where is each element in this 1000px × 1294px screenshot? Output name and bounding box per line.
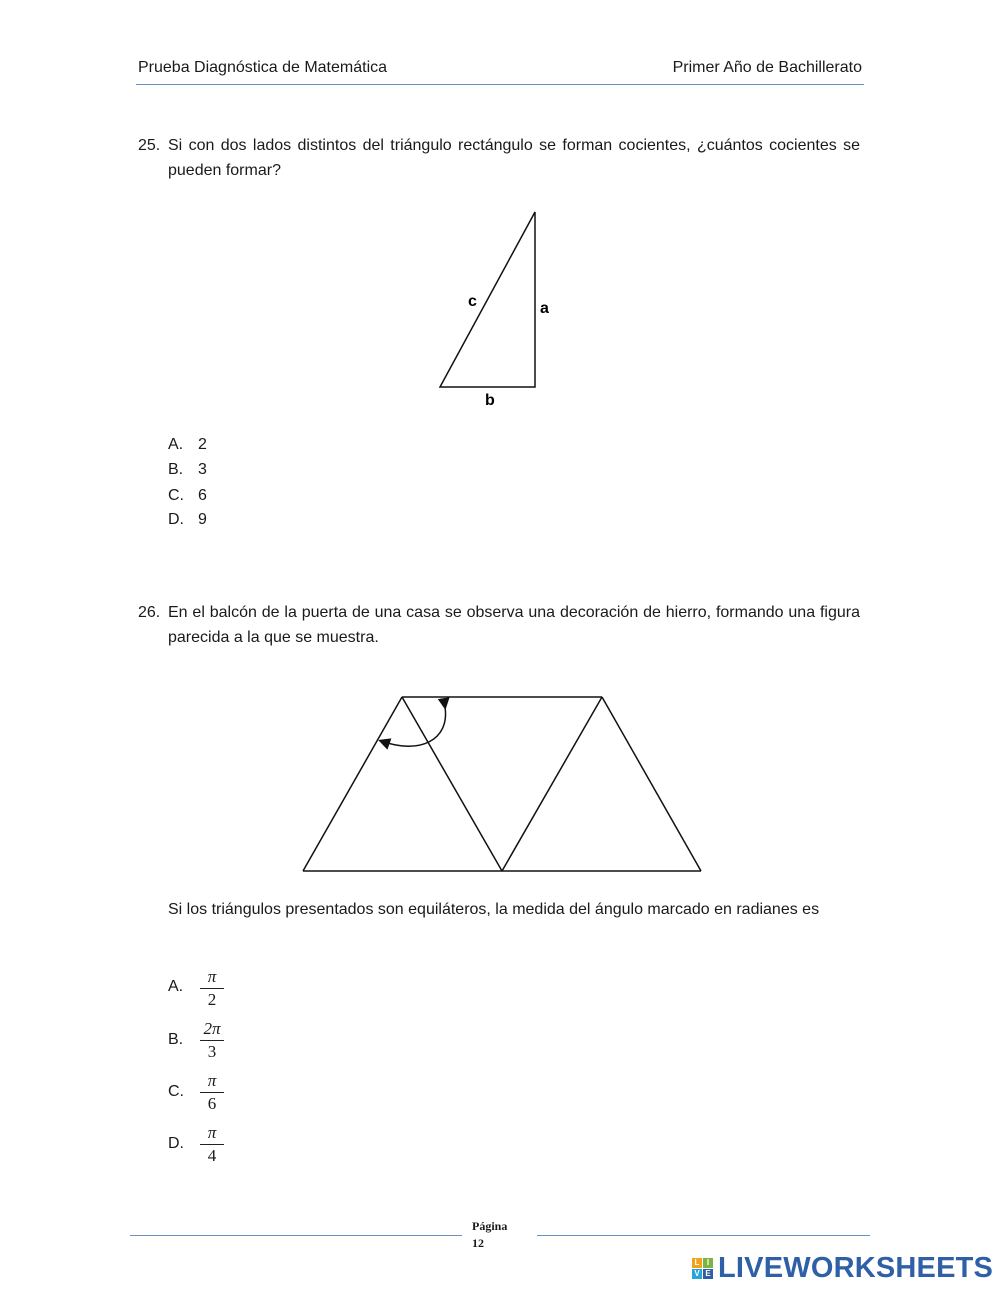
q26-fraction-b: 2π 3 [200, 1018, 224, 1063]
right-triangle [440, 212, 535, 387]
label-c: c [468, 293, 477, 310]
q26-fraction-c: π 6 [200, 1070, 224, 1115]
q26-option-c[interactable]: C. [168, 1083, 184, 1100]
q25-option-d[interactable]: D. 9 [168, 511, 207, 528]
q26-option-d[interactable]: D. [168, 1135, 184, 1152]
q26-fraction-a: π 2 [200, 966, 224, 1011]
right-triangle-figure [420, 200, 580, 415]
header-rule [136, 84, 864, 85]
q25-option-a[interactable]: A. 2 [168, 436, 207, 453]
equilateral-triangles-figure [295, 685, 710, 880]
right-edge [602, 697, 701, 871]
q26-prompt: Si los triángulos presentados son equiláteros, la medida del ángulo marcado en radianes es [168, 901, 820, 918]
q25-option-c[interactable]: C. 6 [168, 487, 207, 504]
q26-option-b[interactable]: B. [168, 1031, 184, 1048]
liveworksheets-brand[interactable]: LIVEWORKSHEETS [718, 1252, 994, 1284]
inner-edge-1 [402, 697, 502, 871]
q26-number: 26. [138, 604, 161, 621]
header-right: Primer Año de Bachillerato [672, 59, 862, 76]
q25-number: 25. [138, 137, 161, 154]
q25-text: Si con dos lados distintos del triángulo rectángulo se forman cocientes, ¿cuántos cocientes se pueden formar? [168, 137, 860, 179]
liveworksheets-logo-icon: L I V E [692, 1258, 714, 1280]
inner-edge-2 [502, 697, 602, 871]
q26-text: En el balcón de la puerta de una casa se observa una decoración de hierro, formando una figura parecida a la que se muestra. [168, 604, 860, 646]
header-left: Prueba Diagnóstica de Matemática [138, 59, 388, 76]
q25-option-b[interactable]: B. 3 [168, 461, 207, 478]
label-b: b [485, 392, 495, 409]
footer-rule-left [130, 1235, 462, 1236]
left-edge [303, 697, 402, 871]
q26-fraction-d: π 4 [200, 1122, 224, 1167]
label-a: a [540, 300, 549, 317]
q26-option-a[interactable]: A. [168, 978, 184, 995]
footer-page-number: 12 [472, 1236, 484, 1250]
footer-rule-right [537, 1235, 870, 1236]
footer-page-label: Página [472, 1219, 508, 1233]
angle-arc-marked [381, 707, 446, 746]
